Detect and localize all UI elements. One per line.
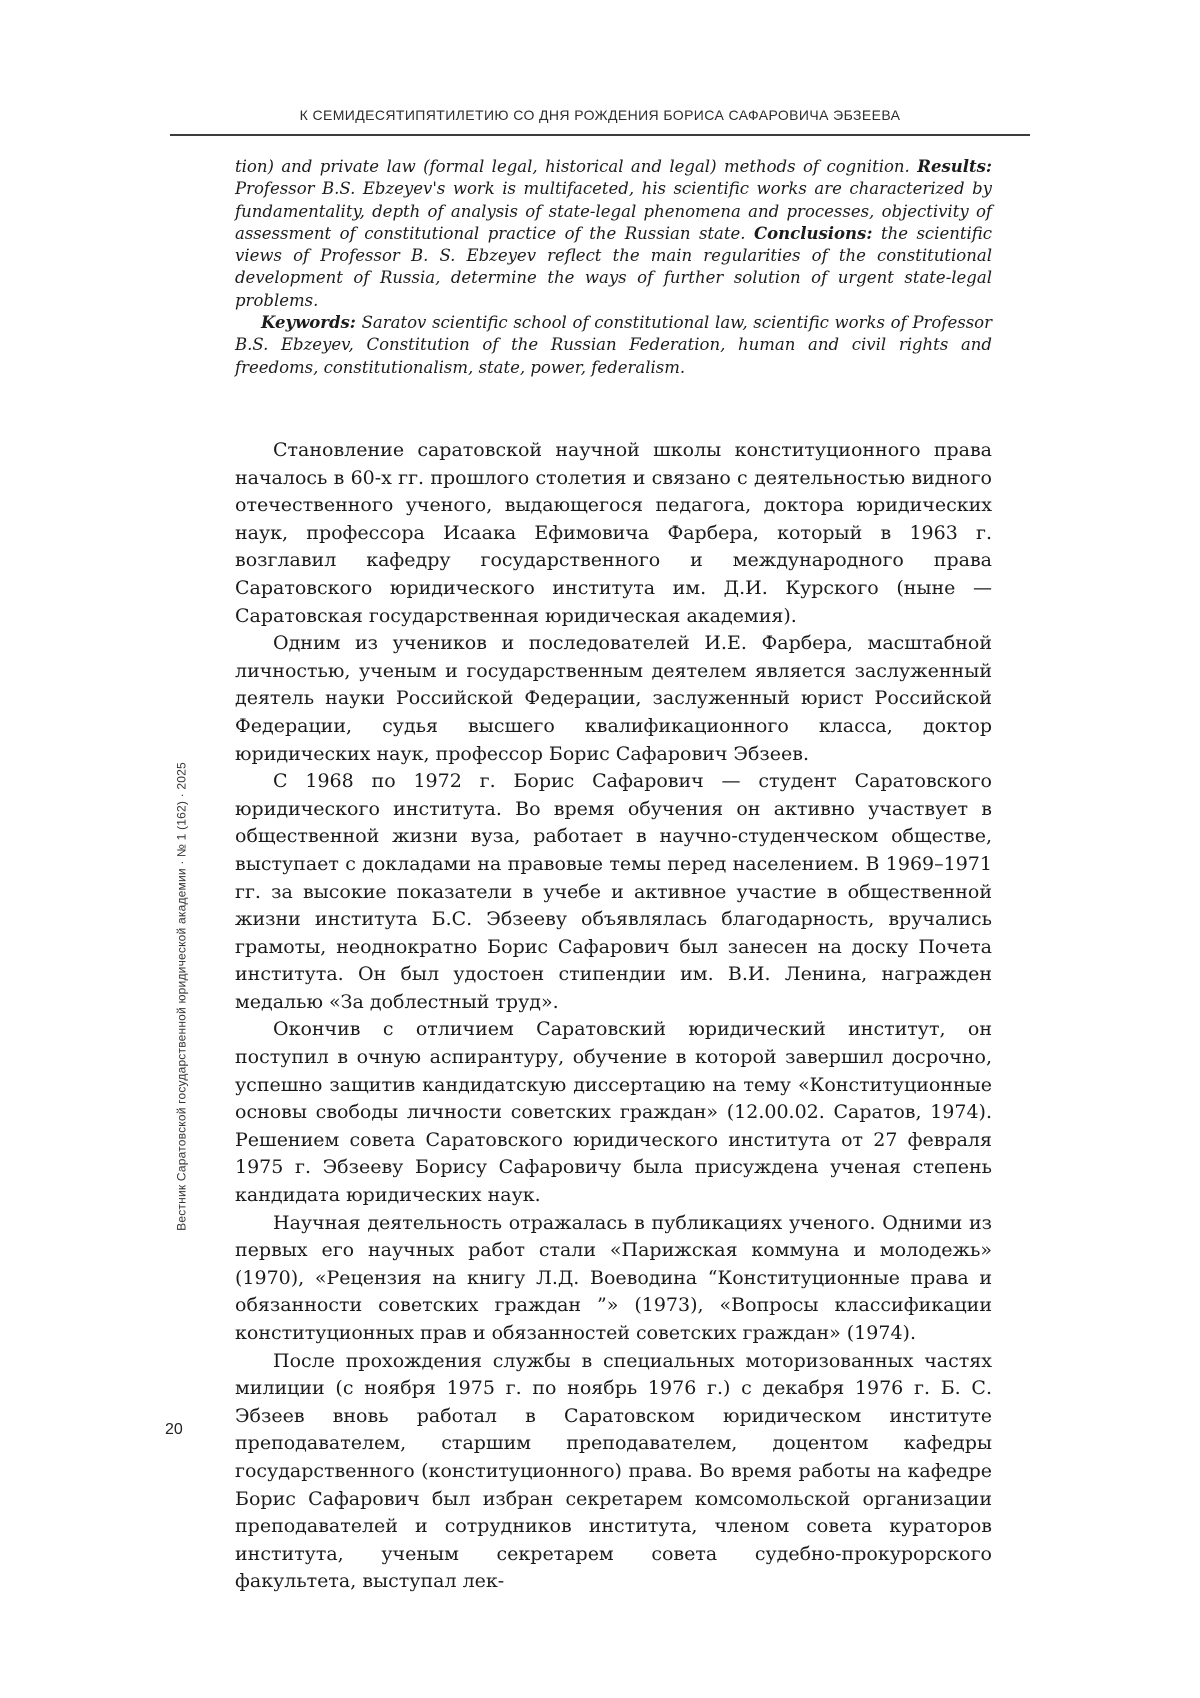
body-paragraph: Становление саратовской научной школы конституционного права началось в 60-х гг. прошлого столетия и связано с деятельностью видного отечественного ученого, выдающегося педагога, доктора юридических наук, профессора Исаака Ефимовича Фарбера, который в 1963 г. возглавил кафедру государственного и международного права Саратовского юридического института им. Д.И. Курского (ныне — Саратовская государственная юридическая академия). bbox=[235, 439, 992, 627]
body-paragraph: Окончив с отличием Саратовский юридический институт, он поступил в очную аспирантуру, обучение в которой завершил досрочно, успешно защитив кандидатскую диссертацию на тему «Конституционные основы свободы личности советских граждан» (12.00.02. Саратов, 1974). Решением совета Саратовского юридического института от 27 февраля 1975 г. Эбзееву Борису Сафаровичу была присуждена ученая степень кандидата юридических наук. bbox=[235, 1018, 992, 1207]
body-paragraph: Одним из учеников и последователей И.Е. Фарбера, масштабной личностью, ученым и государственным деятелем является заслуженный деятель науки Российской Федерации, заслуженный юрист Российской Федерации, судья высшего квалификационного класса, доктор юридических наук, профессор Борис Сафарович Эбзеев. bbox=[235, 632, 992, 765]
article-body bbox=[235, 437, 992, 1596]
header-rule bbox=[170, 134, 1030, 136]
conclusions-text: the scientific views of Professor B. S. Ebzeyev reflect the main regularities of the constitutional development of Russia, determine the ways of further solution of urgent state-legal problems. bbox=[235, 223, 992, 310]
body-paragraph: С 1968 по 1972 г. Борис Сафарович — студент Саратовского юридического института. Во время обучения он активно участвует в общественной жизни вуза, работает в научно-студенческом обществе, выступает с докладами на правовые темы перед населением. В 1969–1971 гг. за высокие показатели в учебе и активное участие в общественной жизни института Б.С. Эбзееву объявлялась благодарность, вручались грамоты, неоднократно Борис Сафарович был занесен на доску Почета института. Он был удостоен стипендии им. В.И. Ленина, награжден медалью «За доблестный труд». bbox=[235, 770, 992, 1013]
body-paragraph: После прохождения службы в специальных моторизованных частях милиции (с ноября 1975 г. по ноябрь 1976 г.) с декабря 1976 г. Б. С. Эбзеев вновь работал в Саратовском юридическом институте преподавателем, старшим преподавателем, доцентом кафедры государственного (конституционного) права. Во время работы на кафедре Борис Сафарович был избран секретарем комсомольской организации преподавателей и сотрудников института, членом совета кураторов института, ученым секретарем совета судебно-прокурорского факультета, выступал лек- bbox=[235, 1349, 992, 1593]
abstract-paragraph bbox=[235, 156, 992, 312]
keywords-label: Keywords: bbox=[261, 313, 356, 333]
results-text: Professor B.S. Ebzeyev's work is multifaceted, his scientific works are characterized by fundamentality, depth of analysis of state-legal phenomena and processes, objectivity of assessment of constitutional practice of the Russian state. bbox=[235, 179, 992, 243]
abstract-block bbox=[235, 156, 992, 379]
keywords-text: Saratov scientific school of constitutional law, scientific works of Professor B.S. Ebzeyev, Constitution of the Russian Federation, human and civil rights and freedoms, constitutionalism, state, power, federalism. bbox=[235, 313, 992, 377]
keywords-paragraph bbox=[235, 312, 992, 379]
abstract-lead-text: tion) and private law (formal legal, historical and legal) methods of cognition. bbox=[235, 157, 918, 176]
journal-sidebar-caption: Вестник Саратовской государственной юридической академии · № 1 (162) · 2025 bbox=[174, 762, 189, 1231]
page-number: 20 bbox=[165, 1421, 183, 1438]
running-head: К СЕМИДЕСЯТИПЯТИЛЕТИЮ СО ДНЯ РОЖДЕНИЯ БОРИСА САФАРОВИЧА ЭБЗЕЕВА bbox=[299, 107, 901, 123]
results-label: Results: bbox=[917, 157, 992, 176]
conclusions-label: Conclusions: bbox=[754, 223, 873, 243]
body-paragraph: Научная деятельность отражалась в публикациях ученого. Одними из первых его научных работ стали «Парижская коммуна и молодежь» (1970), «Рецензия на книгу Л.Д. Воеводина “Конституционные права и обязанности советских граждан ”» (1973), «Вопросы классификации конституционных прав и обязанностей советских граждан» (1974). bbox=[235, 1211, 992, 1344]
